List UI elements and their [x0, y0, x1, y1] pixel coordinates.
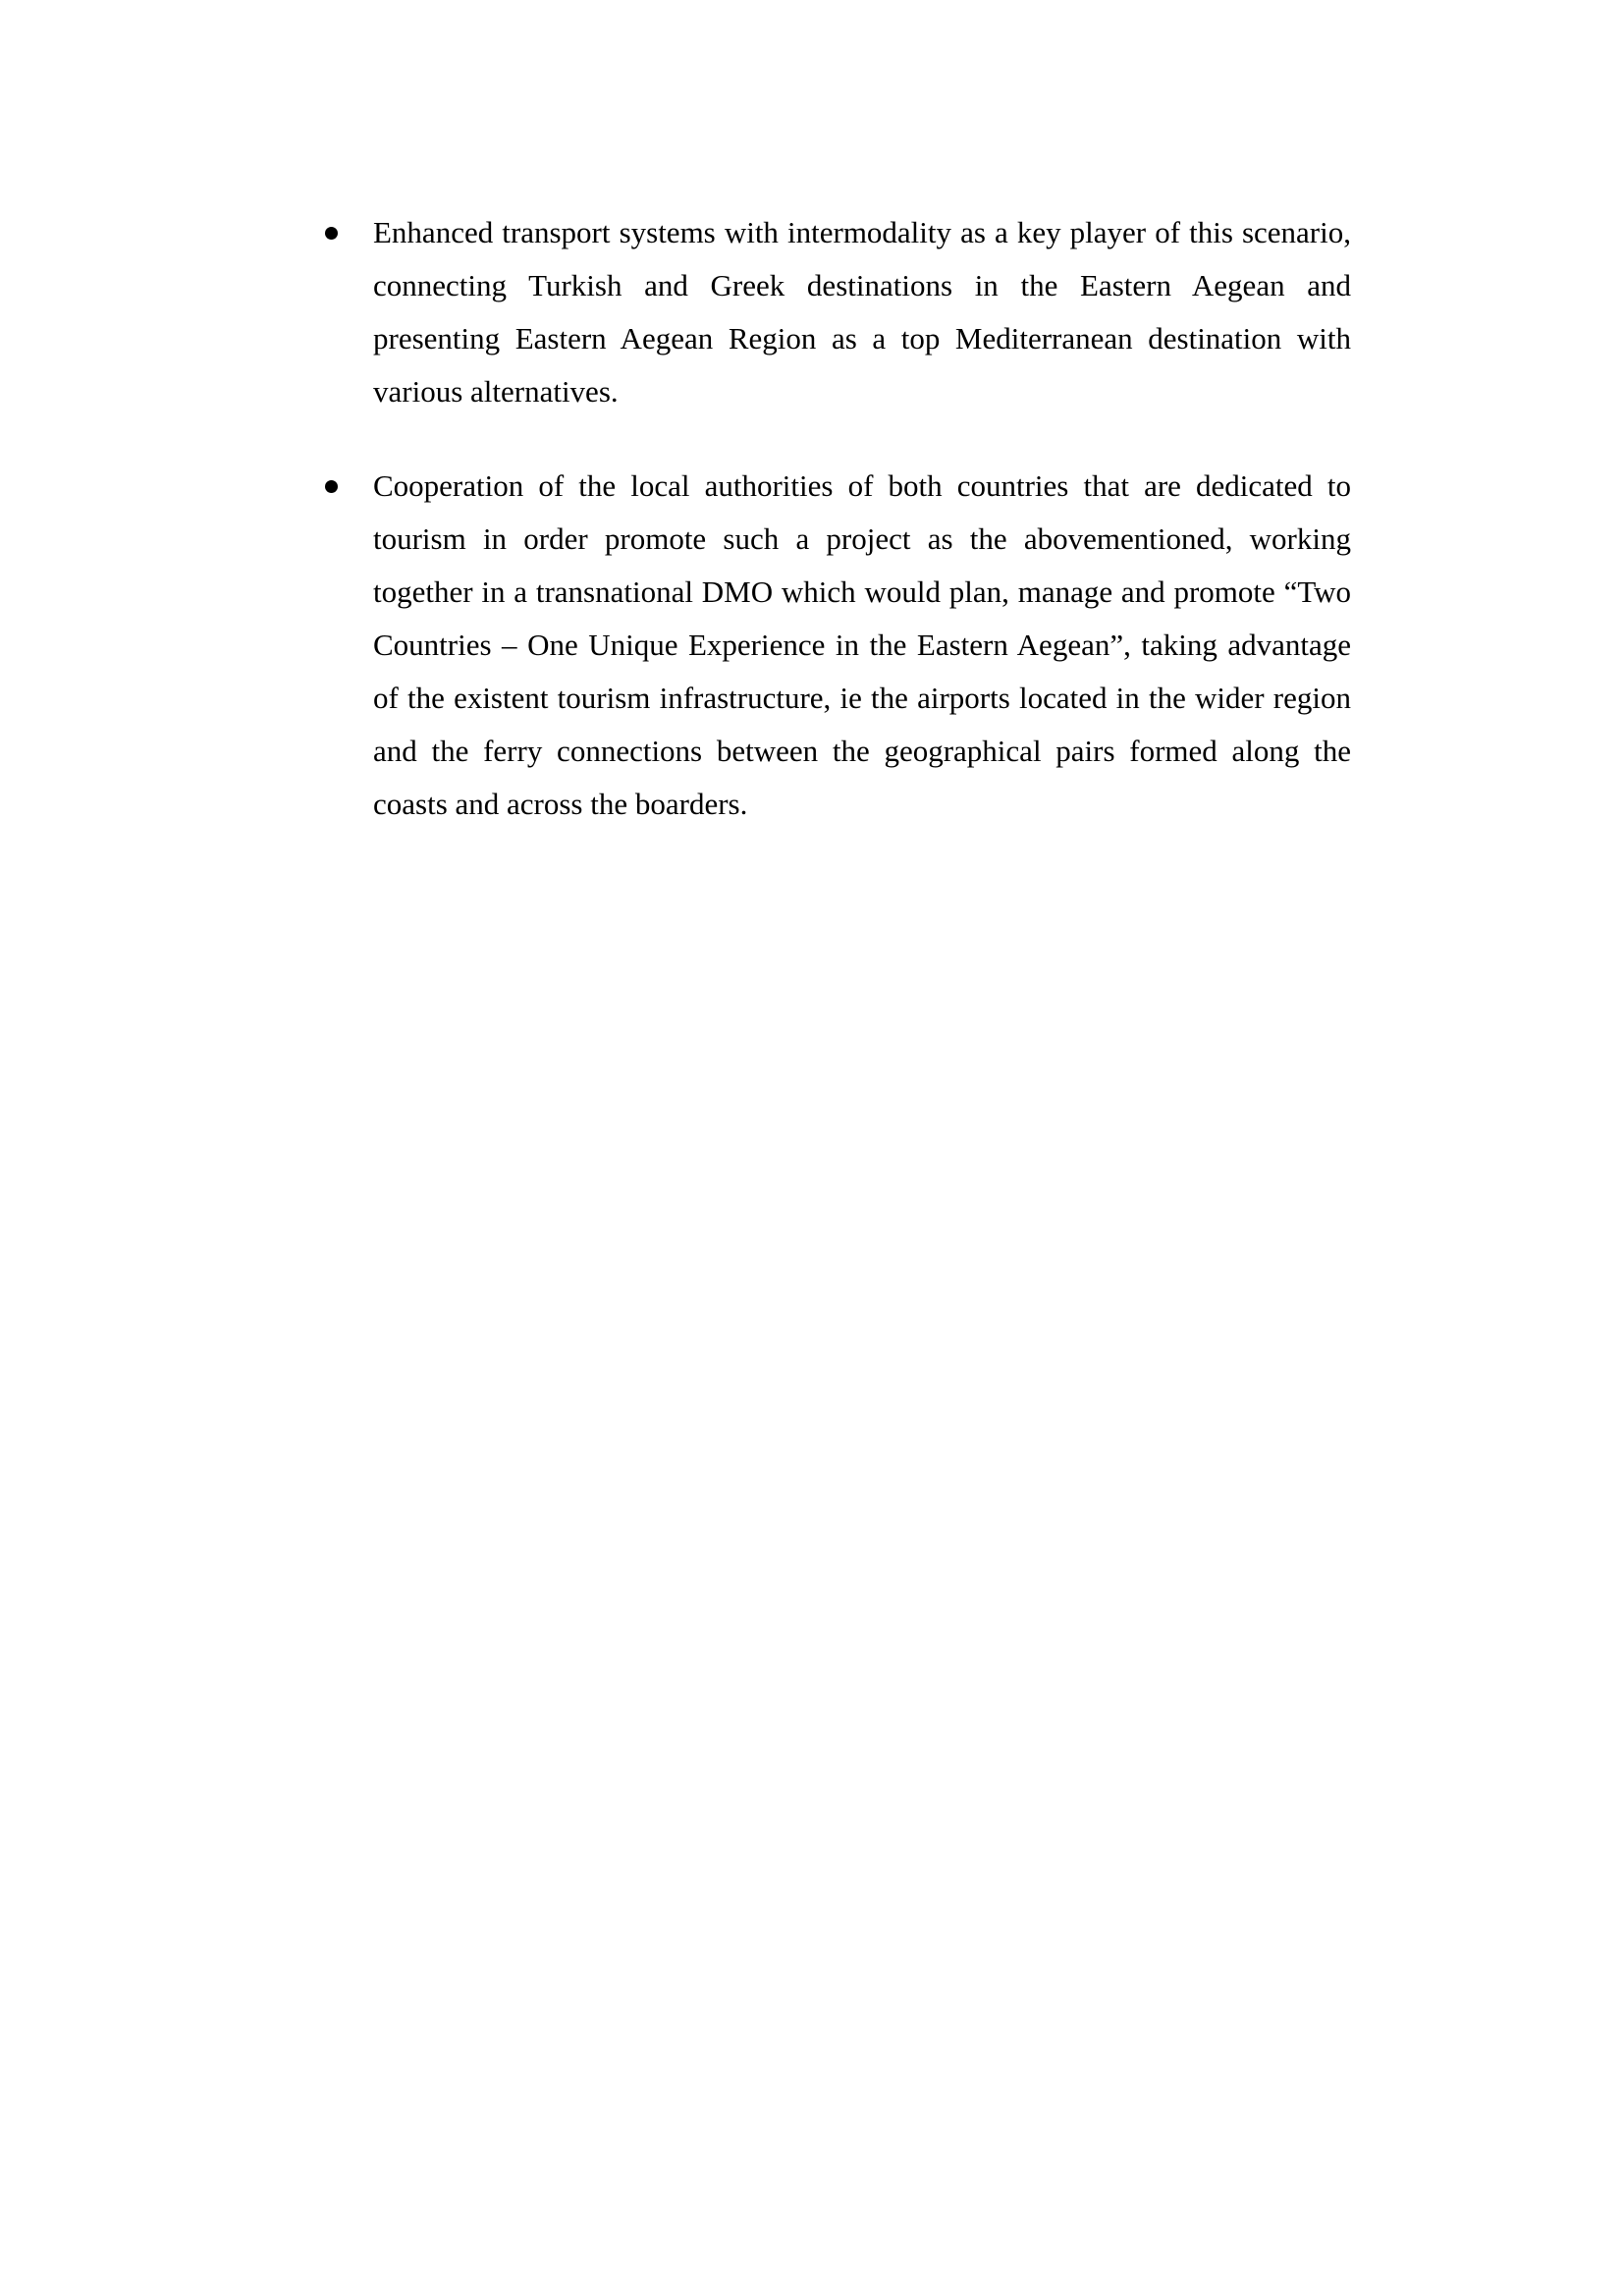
- bullet-text: Cooperation of the local authorities of both countries that are dedicated to tourism in order promote such a project as the abovementioned, working together in a transnational DMO which would plan, manage and promote “Two Countries – One Unique Experience in the Eastern Aegean”, taking advantage of the existent tourism infrastructure, ie the airports located in the wider region and the ferry connections between the geographical pairs formed along the coasts and across the boarders.: [373, 468, 1351, 821]
- bullet-list: [324, 206, 1351, 872]
- bullet-icon: [324, 460, 338, 513]
- bullet-icon: [324, 206, 338, 259]
- bullet-text: Enhanced transport systems with intermodality as a key player of this scenario, connecting Turkish and Greek destinations in the Eastern Aegean and presenting Eastern Aegean Region as a top Mediterranean destination with various alternatives.: [373, 215, 1351, 409]
- bullet-item-transport: [324, 206, 1351, 418]
- bullet-item-cooperation: [324, 460, 1351, 831]
